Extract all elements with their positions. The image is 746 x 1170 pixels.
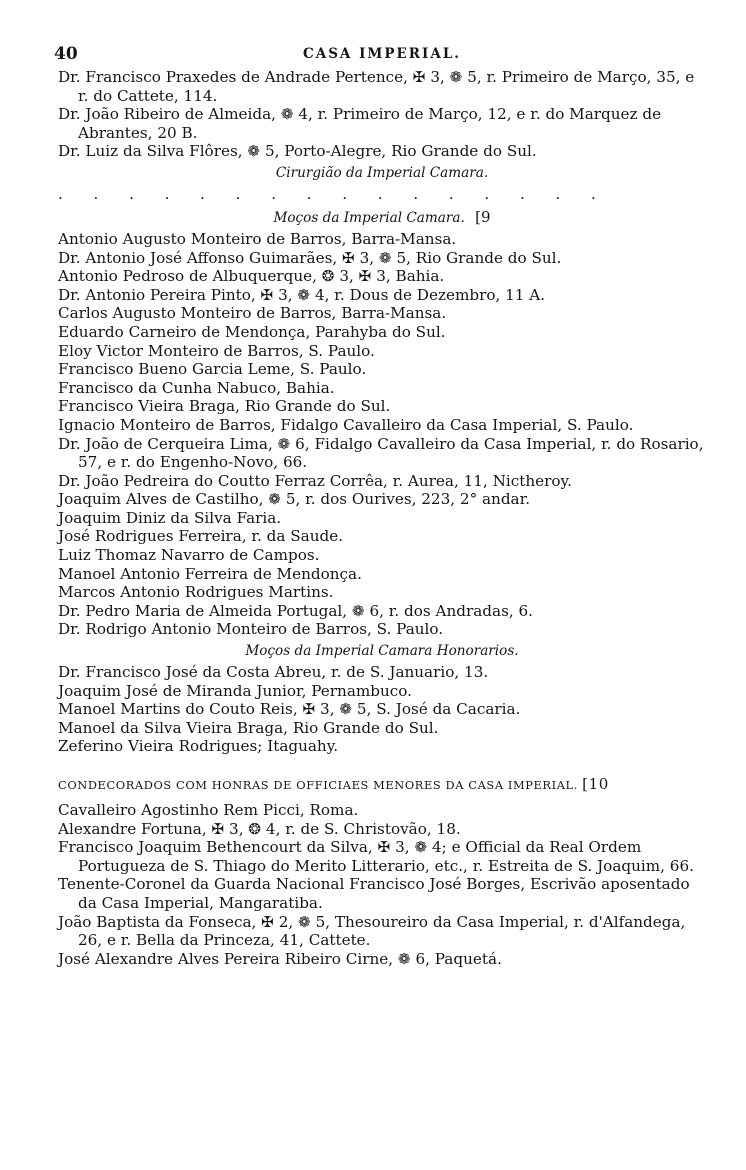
list-item: Cavalleiro Agostinho Rem Picci, Roma. (58, 801, 359, 819)
mocos-list (58, 230, 706, 639)
list-item: Francisco Joaquim Bethencourt da Silva, ✠ 3, ❁ 4; e Official da Real Ordem Portugueza de S. Thiago do Merito Litterario, etc., r. Estreita de S. Joaquim, 66. (58, 838, 694, 875)
list-item: Zeferino Vieira Rodrigues; Itaguahy. (58, 737, 339, 756)
list-item: Eduardo Carneiro de Mendonça, Parahyba do Sul. (58, 322, 446, 341)
list-item: Dr. Francisco José da Costa Abreu, r. de S. Januario, 13. (58, 663, 489, 682)
list-item: Joaquim José de Miranda Junior, Pernambuco. (58, 681, 412, 700)
section-title-cirurgiao: Cirurgião da Imperial Camara. (275, 164, 489, 181)
document-page (54, 38, 706, 968)
list-item: Manoel Antonio Ferreira de Mendonça. (58, 564, 362, 583)
running-head: CASA IMPERIAL. (302, 46, 462, 62)
list-item: Dr. João de Cerqueira Lima, ❁ 6, Fidalgo Cavalleiro da Casa Imperial, r. do Rosario, 57, e r. do Engenho-Novo, 66. (58, 434, 704, 472)
list-item: José Rodrigues Ferreira, r. da Saude. (58, 527, 344, 546)
list-item: Francisco Bueno Garcia Leme, S. Paulo. (58, 360, 367, 379)
page-number: 40 (54, 44, 78, 64)
list-item: Dr. Antonio José Affonso Guimarães, ✠ 3, ❁ 5, Rio Grande do Sul. (58, 248, 562, 267)
list-item: Eloy Victor Monteiro de Barros, S. Paulo. (58, 341, 375, 360)
list-item: Tenente-Coronel da Guarda Nacional Francisco José Borges, Escrivão aposentado da Casa Imperial, Mangaratiba. (58, 875, 690, 912)
section-count: [10 (582, 775, 609, 793)
page-header (54, 38, 706, 68)
list-item: Antonio Pedroso de Albuquerque, ❂ 3, ✠ 3, Bahia. (58, 267, 445, 286)
section-title-condecorados (58, 774, 706, 795)
list-item: Francisco da Cunha Nabuco, Bahia. (58, 378, 335, 397)
list-item: Alexandre Fortuna, ✠ 3, ❂ 4, r. de S. Christovão, 18. (58, 819, 461, 838)
list-item: Joaquim Alves de Castilho, ❁ 5, r. dos Ourives, 223, 2° andar. (58, 490, 531, 509)
top-entries (58, 68, 706, 161)
section-count: [9 (475, 207, 491, 226)
list-item: Ignacio Monteiro de Barros, Fidalgo Cavalleiro da Casa Imperial, S. Paulo. (58, 415, 634, 434)
list-item: Dr. Francisco Praxedes de Andrade Pertence, ✠ 3, ❁ 5, r. Primeiro de Março, 35, e r. do Cattete, 114. (58, 68, 695, 105)
list-item: José Alexandre Alves Pereira Ribeiro Cirne, ❁ 6, Paquetá. (58, 949, 502, 968)
dotted-leader: . . . . . . . . . . . . . . . . (58, 184, 609, 203)
list-item: Dr. Rodrigo Antonio Monteiro de Barros, S. Paulo. (58, 620, 444, 639)
section-title-text: CONDECORADOS COM HONRAS DE OFFICIAES MENORES DA CASA IMPERIAL. (58, 778, 578, 792)
list-item: Luiz Thomaz Navarro de Campos. (58, 546, 320, 565)
section-title-text: Moços da Imperial Camara. (273, 209, 465, 226)
list-item: Marcos Antonio Rodrigues Martins. (58, 583, 334, 602)
list-item: Dr. João Ribeiro de Almeida, ❁ 4, r. Primeiro de Março, 12, e r. do Marquez de Abrantes, 20 B. (58, 105, 662, 142)
section-title-honorarios: Moços da Imperial Camara Honorarios. (245, 643, 519, 660)
list-item: Manoel Martins do Couto Reis, ✠ 3, ❁ 5, S. José da Cacaria. (58, 700, 521, 719)
condecorados-list (58, 801, 706, 968)
list-item: Dr. Luiz da Silva Flôres, ❁ 5, Porto-Alegre, Rio Grande do Sul. (58, 142, 537, 161)
list-item: Dr. Pedro Maria de Almeida Portugal, ❁ 6, r. dos Andradas, 6. (58, 601, 534, 620)
list-item: João Baptista da Fonseca, ✠ 2, ❁ 5, Thesoureiro da Casa Imperial, r. d'Alfandega, 26, e r. Bella da Princeza, 41, Cattete. (58, 912, 686, 950)
list-item: Joaquim Diniz da Silva Faria. (58, 508, 282, 527)
list-item: Francisco Vieira Braga, Rio Grande do Sul. (58, 397, 391, 416)
list-item: Carlos Augusto Monteiro de Barros, Barra-Mansa. (58, 304, 447, 323)
honorarios-list (58, 663, 706, 756)
list-item: Manoel da Silva Vieira Braga, Rio Grande do Sul. (58, 718, 439, 737)
list-item: Antonio Augusto Monteiro de Barros, Barra-Mansa. (58, 229, 457, 248)
section-title-mocos (58, 207, 706, 228)
list-item: Dr. Antonio Pereira Pinto, ✠ 3, ❁ 4, r. Dous de Dezembro, 11 A. (58, 285, 546, 304)
list-item: Dr. João Pedreira do Coutto Ferraz Corrêa, r. Aurea, 11, Nictheroy. (58, 471, 572, 490)
